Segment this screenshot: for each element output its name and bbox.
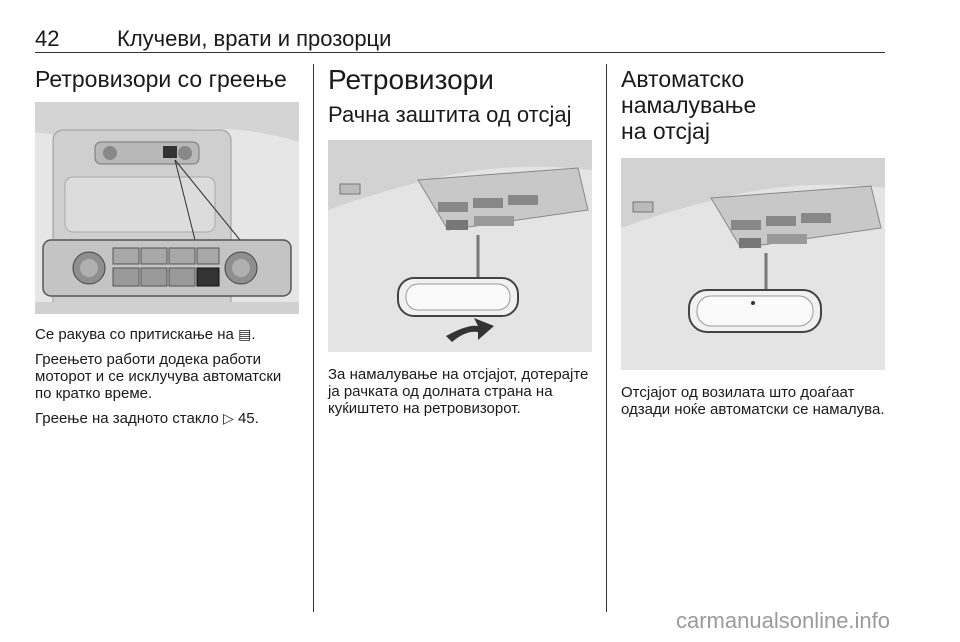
manual-antidazzle-heading: Рачна заштита од отсјај bbox=[328, 102, 572, 127]
rear-heat-icon: ▤ bbox=[238, 326, 252, 342]
heating-description: Греењето работи додека работи моторот и се исклучува автоматски по кратко време. bbox=[35, 351, 282, 402]
watermark: carmanualsonline.info bbox=[676, 608, 891, 633]
operation-text: Се ракува со притискање на ▤. bbox=[35, 326, 256, 343]
manual-mirror-illustration bbox=[328, 140, 592, 352]
manual-antidazzle-text: За намалување на отсјајот, дотерајте ја рачката од долната страна на куќиштето на ретровизорот. bbox=[328, 366, 589, 417]
column-divider-1 bbox=[313, 64, 314, 612]
automatic-antidazzle-heading: Автоматско намалување на отсјај bbox=[621, 66, 757, 144]
automatic-antidazzle-text: Отсјајот од возилата што доаѓаат одзади ноќе автоматски се намалува. bbox=[621, 384, 885, 418]
heated-mirrors-heading: Ретровизори со греење bbox=[35, 66, 287, 92]
section-title: Ретровизори bbox=[328, 64, 494, 95]
climate-control-illustration bbox=[35, 102, 299, 314]
column-heated-mirrors bbox=[35, 60, 299, 435]
column-automatic-antidazzle bbox=[621, 60, 885, 426]
reference-page[interactable]: 45 bbox=[237, 410, 255, 427]
rear-window-reference: Греење на задното стакло ▷ 45. bbox=[35, 410, 259, 427]
chapter-title: Клучеви, врати и прозорци bbox=[117, 26, 392, 51]
column-mirrors bbox=[328, 60, 592, 425]
page-reference-icon: ▷ bbox=[222, 410, 234, 426]
automatic-mirror-illustration bbox=[621, 158, 885, 370]
page-header bbox=[35, 26, 885, 53]
page-number: 42 bbox=[35, 26, 60, 51]
column-divider-2 bbox=[606, 64, 607, 612]
